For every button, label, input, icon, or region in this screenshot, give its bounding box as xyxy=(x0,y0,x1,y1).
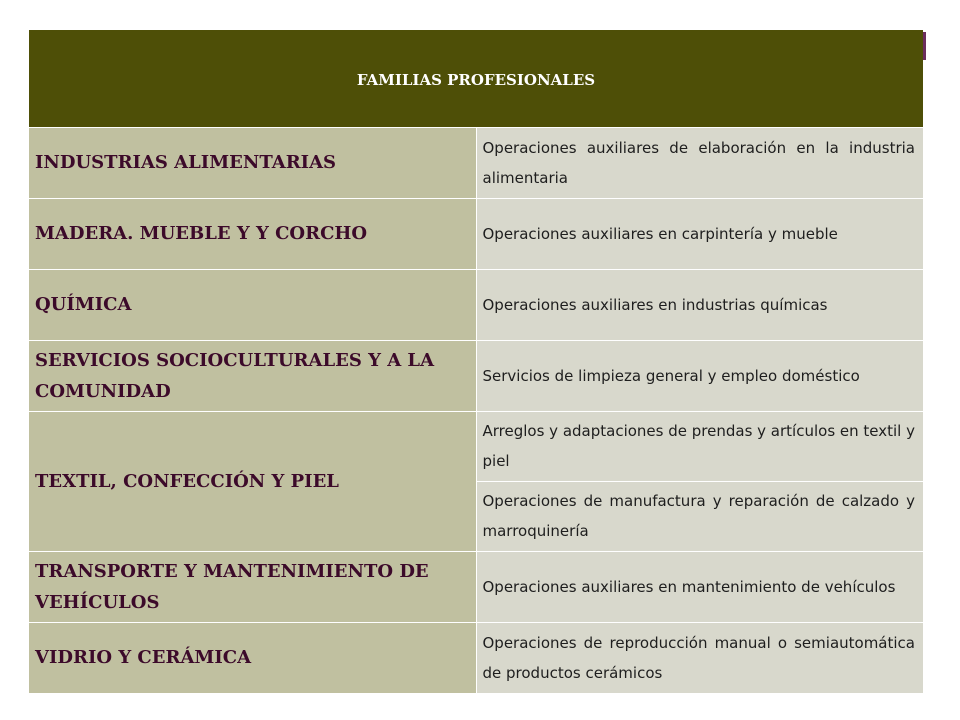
family-cell: QUÍMICA xyxy=(29,269,476,340)
table-row xyxy=(29,551,923,622)
family-cell: TEXTIL, CONFECCIÓN Y PIEL xyxy=(29,411,476,551)
qualification-cell: Operaciones auxiliares en industrias químicas xyxy=(476,269,923,340)
family-cell: VIDRIO Y CERÁMICA xyxy=(29,622,476,693)
table-row xyxy=(29,622,923,693)
family-cell: SERVICIOS SOCIOCULTURALES Y A LA COMUNIDAD xyxy=(29,340,476,411)
family-cell: MADERA. MUEBLE Y Y CORCHO xyxy=(29,198,476,269)
qualification-cell: Operaciones de reproducción manual o semiautomática de productos cerámicos xyxy=(476,622,923,693)
qualification-cell: Operaciones auxiliares en carpintería y mueble xyxy=(476,198,923,269)
family-cell: INDUSTRIAS ALIMENTARIAS xyxy=(29,127,476,198)
qualification-cell: Arreglos y adaptaciones de prendas y artículos en textil y piel xyxy=(476,411,923,481)
qualification-cell: Operaciones auxiliares en mantenimiento de vehículos xyxy=(476,551,923,622)
table-row xyxy=(29,340,923,411)
qualification-cell: Operaciones auxiliares de elaboración en la industria alimentaria xyxy=(476,127,923,198)
table-row xyxy=(29,411,923,481)
family-cell: TRANSPORTE Y MANTENIMIENTO DE VEHÍCULOS xyxy=(29,551,476,622)
table-row xyxy=(29,198,923,269)
professional-families-table xyxy=(29,30,923,693)
qualification-cell: Servicios de limpieza general y empleo doméstico xyxy=(476,340,923,411)
table-row xyxy=(29,269,923,340)
table-row xyxy=(29,127,923,198)
table-header: FAMILIAS PROFESIONALES xyxy=(29,30,923,127)
table-header-row xyxy=(29,30,923,127)
qualification-cell: Operaciones de manufactura y reparación de calzado y marroquinería xyxy=(476,481,923,551)
